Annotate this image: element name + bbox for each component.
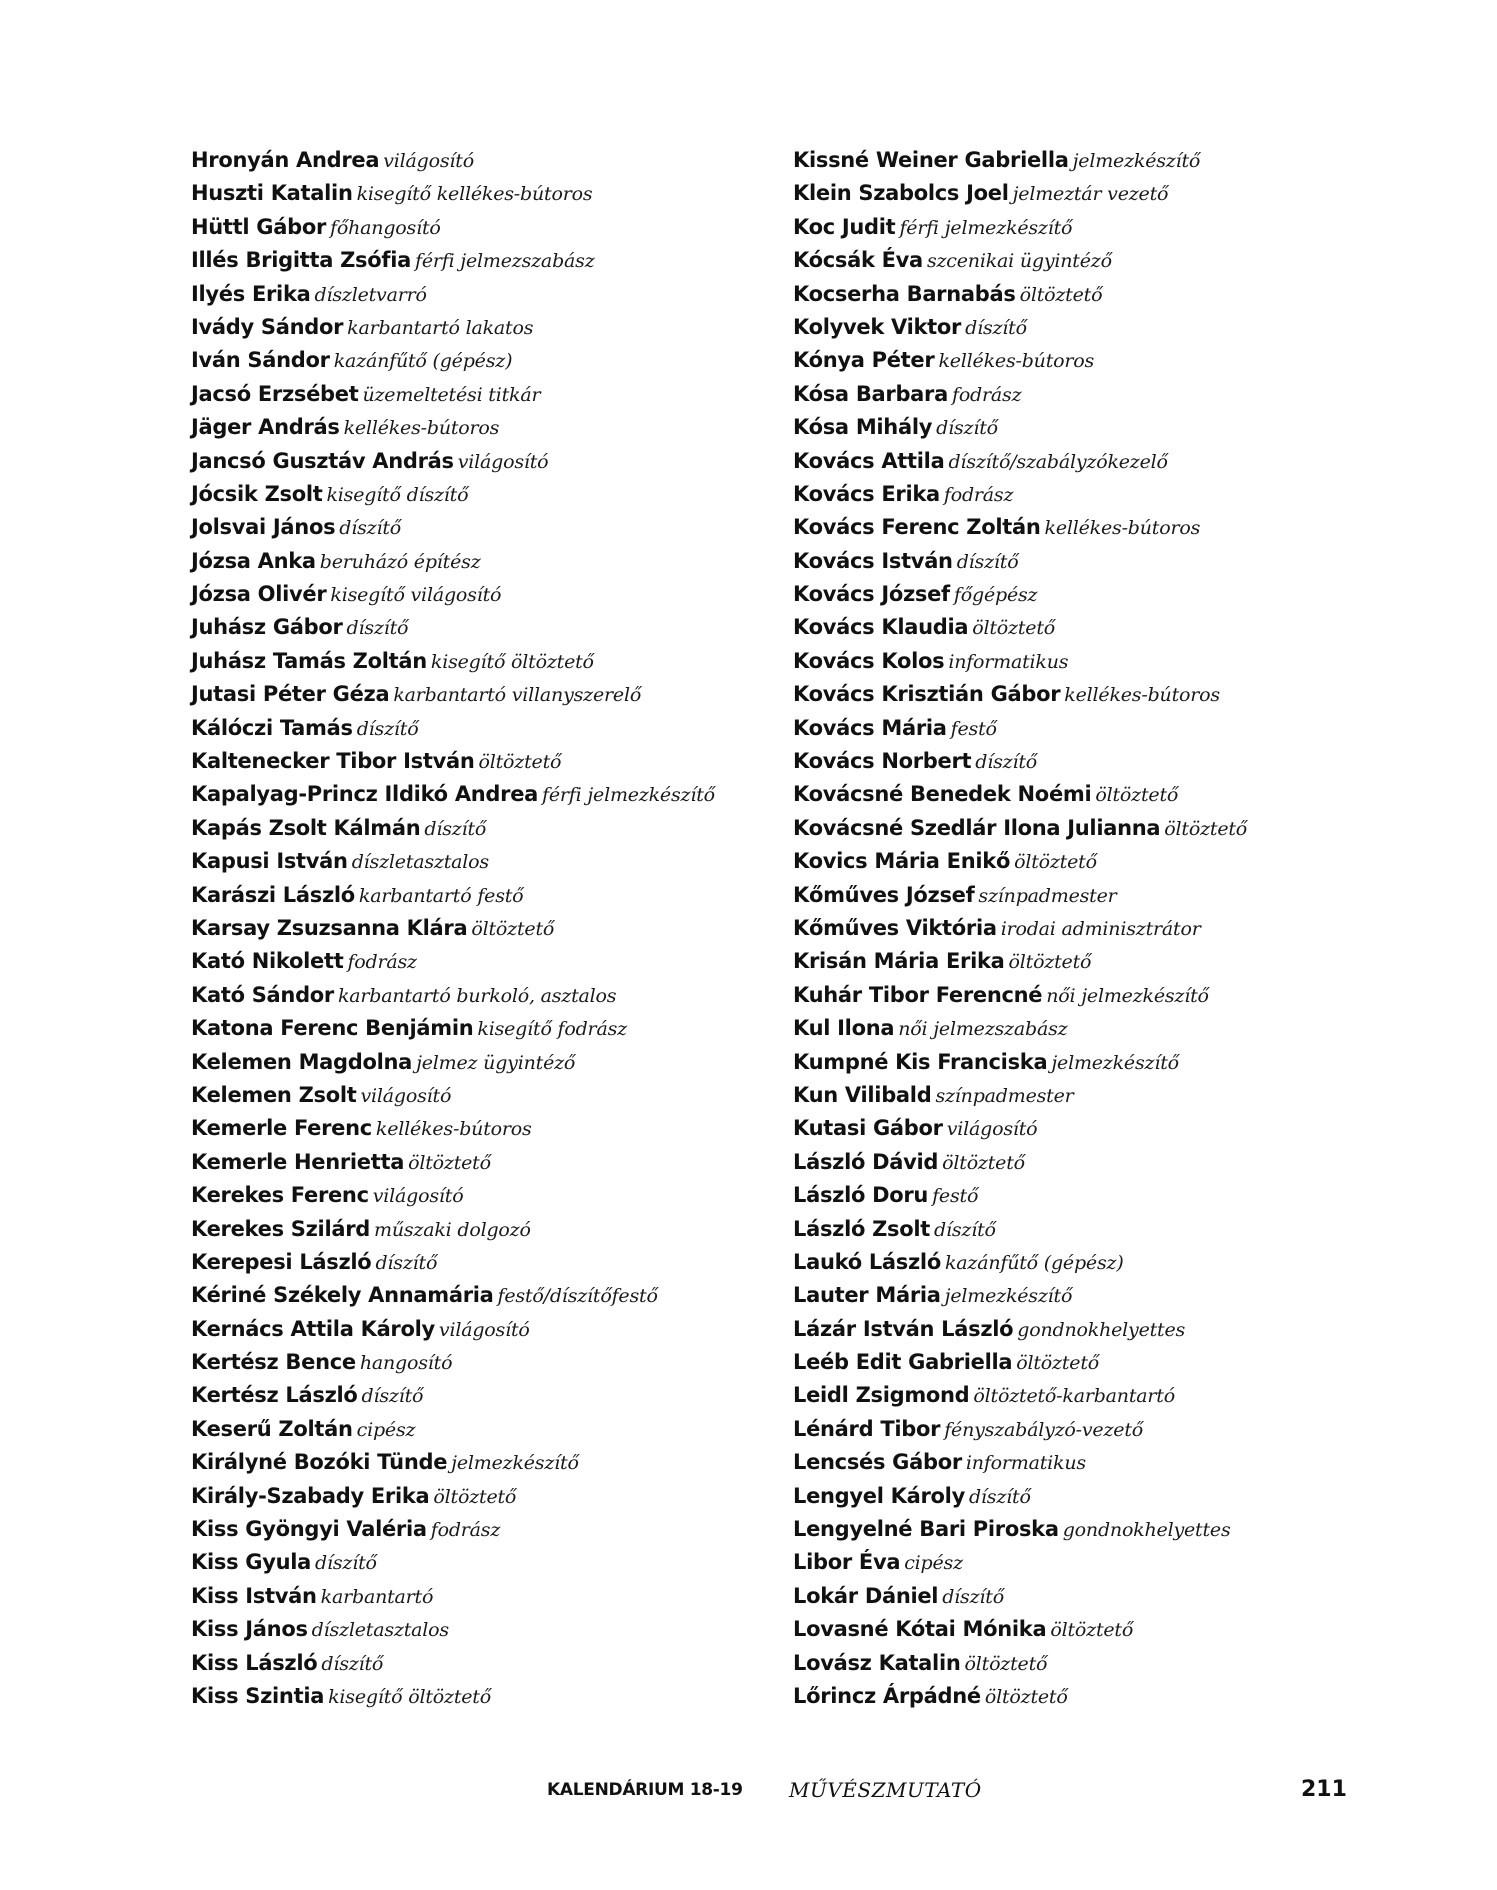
staff-role: fodrász bbox=[430, 1519, 501, 1542]
staff-role: fodrász bbox=[943, 483, 1014, 506]
staff-column-right bbox=[793, 144, 1433, 1713]
staff-role: díszítő bbox=[968, 1485, 1031, 1508]
staff-role: karbantartó villanyszerelő bbox=[393, 684, 642, 707]
staff-name: Kovács Norbert bbox=[793, 749, 972, 774]
staff-entry bbox=[793, 1279, 1433, 1312]
staff-entry bbox=[793, 1079, 1433, 1112]
staff-name: Kun Vilibald bbox=[793, 1082, 932, 1107]
staff-name: Kiss Gyöngyi Valéria bbox=[191, 1517, 427, 1542]
staff-name: Jolsvai János bbox=[191, 515, 336, 540]
staff-role: díszítő bbox=[339, 517, 402, 540]
staff-entry bbox=[793, 1313, 1433, 1346]
staff-name: Lengyelné Bari Piroska bbox=[793, 1517, 1059, 1542]
staff-name: Libor Éva bbox=[793, 1550, 901, 1575]
staff-entry bbox=[793, 979, 1433, 1012]
staff-role: világosító bbox=[946, 1118, 1038, 1141]
staff-name: Kovács Attila bbox=[793, 448, 945, 473]
staff-role: cipész bbox=[356, 1418, 416, 1441]
staff-entry bbox=[191, 411, 771, 444]
staff-entry bbox=[793, 1012, 1433, 1045]
staff-entry bbox=[191, 1647, 771, 1680]
page-number: 211 bbox=[1301, 1777, 1347, 1802]
staff-name: Kiss János bbox=[191, 1617, 308, 1642]
staff-entry bbox=[793, 411, 1433, 444]
staff-role: díszítő bbox=[356, 717, 419, 740]
staff-name: Kovics Mária Enikő bbox=[793, 849, 1011, 874]
staff-entry bbox=[793, 645, 1433, 678]
staff-name: Jancsó Gusztáv András bbox=[191, 448, 454, 473]
staff-name: Karászi László bbox=[191, 882, 355, 907]
staff-name: Kapalyag-Princz Ildikó Andrea bbox=[191, 782, 539, 807]
staff-role: jelmez ügyintéző bbox=[416, 1051, 576, 1074]
staff-name: Kul Ilona bbox=[793, 1016, 895, 1041]
staff-entry bbox=[191, 578, 771, 611]
staff-role: öltöztető bbox=[1019, 283, 1103, 306]
staff-entry bbox=[191, 1279, 771, 1312]
staff-role: jelmezkészítő bbox=[1072, 150, 1201, 172]
staff-role: festő/díszítőfestő bbox=[497, 1285, 658, 1308]
section-title: MŰVÉSZMUTATÓ bbox=[789, 1778, 982, 1802]
staff-entry bbox=[793, 1580, 1433, 1613]
staff-name: Kiss Gyula bbox=[191, 1550, 312, 1575]
staff-entry bbox=[793, 278, 1433, 311]
staff-name: Jacsó Erzsébet bbox=[191, 381, 359, 406]
staff-name: Kutasi Gábor bbox=[793, 1116, 943, 1141]
staff-entry bbox=[793, 845, 1433, 878]
staff-entry bbox=[793, 879, 1433, 912]
staff-entry bbox=[793, 1613, 1433, 1646]
staff-entry bbox=[191, 1413, 771, 1446]
staff-name: Keserű Zoltán bbox=[191, 1416, 353, 1441]
staff-entry bbox=[793, 177, 1433, 210]
staff-role: öltöztető bbox=[1050, 1619, 1134, 1642]
staff-role: díszletvarró bbox=[314, 283, 427, 306]
staff-role: öltöztető bbox=[1164, 817, 1248, 840]
staff-role: férfi jelmezkészítő bbox=[899, 216, 1073, 239]
staff-name: Kemerle Henrietta bbox=[191, 1149, 405, 1174]
staff-entry bbox=[191, 845, 771, 878]
staff-role: díszletasztalos bbox=[351, 851, 489, 874]
staff-role: öltöztető bbox=[964, 1652, 1048, 1675]
staff-entry bbox=[191, 445, 771, 478]
staff-entry bbox=[191, 344, 771, 377]
staff-name: Lénárd Tibor bbox=[793, 1416, 941, 1441]
staff-role: karbantartó festő bbox=[358, 884, 524, 907]
staff-name: Kósa Barbara bbox=[793, 381, 948, 406]
staff-name: Ilyés Erika bbox=[191, 281, 311, 306]
staff-role: világosító bbox=[383, 150, 474, 172]
staff-name: Hüttl Gábor bbox=[191, 214, 327, 239]
staff-role: főhangosító bbox=[330, 216, 441, 239]
staff-role: öltöztető bbox=[984, 1685, 1068, 1708]
staff-name: Király-Szabady Erika bbox=[191, 1483, 430, 1508]
staff-name: Hronyán Andrea bbox=[191, 148, 380, 172]
staff-entry bbox=[793, 511, 1433, 544]
staff-role: irodai adminisztrátor bbox=[1000, 917, 1201, 940]
staff-name: Kovácsné Szedlár Ilona Julianna bbox=[793, 815, 1161, 840]
staff-role: díszítő bbox=[956, 550, 1019, 573]
staff-entry bbox=[191, 1379, 771, 1412]
staff-role: díszítő bbox=[361, 1385, 424, 1408]
staff-role: fodrász bbox=[347, 951, 417, 974]
staff-entry bbox=[793, 445, 1433, 478]
staff-name: Kerepesi László bbox=[191, 1249, 372, 1274]
staff-role: díszítő/szabályzókezelő bbox=[948, 450, 1168, 473]
staff-role: üzemeltetési titkár bbox=[362, 383, 541, 406]
staff-entry bbox=[793, 1046, 1433, 1079]
staff-name: Illés Brigitta Zsófia bbox=[191, 248, 411, 273]
staff-entry bbox=[793, 1246, 1433, 1279]
staff-role: fodrász bbox=[951, 383, 1022, 406]
staff-role: festő bbox=[950, 717, 997, 740]
staff-role: kisegítő díszítő bbox=[326, 483, 469, 506]
staff-name: László Dávid bbox=[793, 1149, 939, 1174]
staff-entry bbox=[793, 1513, 1433, 1546]
staff-role: jelmezkészítő bbox=[944, 1285, 1073, 1308]
staff-entry bbox=[191, 778, 771, 811]
staff-name: Koc Judit bbox=[793, 214, 896, 239]
staff-role: kisegítő kellékes-bútoros bbox=[356, 183, 593, 206]
staff-name: Kapusi István bbox=[191, 849, 348, 874]
staff-column-left bbox=[191, 144, 771, 1713]
staff-entry bbox=[793, 1480, 1433, 1513]
publication-title: KALENDÁRIUM 18-19 bbox=[547, 1780, 743, 1800]
staff-entry bbox=[793, 1647, 1433, 1680]
staff-name: Kertész Bence bbox=[191, 1350, 356, 1375]
staff-role: beruházó építész bbox=[319, 550, 481, 573]
staff-role: világosító bbox=[438, 1318, 530, 1341]
staff-role: díszletasztalos bbox=[311, 1619, 449, 1642]
staff-role: világosító bbox=[372, 1185, 464, 1208]
staff-entry bbox=[191, 1446, 771, 1479]
staff-name: Kovács József bbox=[793, 582, 950, 607]
staff-name: Kócsák Éva bbox=[793, 248, 923, 273]
staff-name: Lovasné Kótai Mónika bbox=[793, 1617, 1047, 1642]
staff-role: öltöztető-karbantartó bbox=[973, 1385, 1175, 1408]
staff-name: Kovács Mária bbox=[793, 715, 947, 740]
staff-entry bbox=[793, 244, 1433, 277]
staff-entry bbox=[793, 344, 1433, 377]
staff-role: informatikus bbox=[965, 1452, 1086, 1475]
staff-name: Kovácsné Benedek Noémi bbox=[793, 782, 1092, 807]
staff-role: öltöztető bbox=[471, 917, 555, 940]
staff-name: László Zsolt bbox=[793, 1216, 931, 1241]
staff-role: informatikus bbox=[948, 650, 1069, 673]
staff-name: Kuhár Tibor Ferencné bbox=[793, 982, 1043, 1007]
staff-entry bbox=[793, 945, 1433, 978]
staff-role: öltöztető bbox=[972, 617, 1056, 640]
staff-entry bbox=[191, 1079, 771, 1112]
staff-entry bbox=[793, 1546, 1433, 1579]
staff-name: Kató Nikolett bbox=[191, 949, 344, 974]
staff-role: öltöztető bbox=[1014, 851, 1097, 874]
staff-entry bbox=[793, 545, 1433, 578]
staff-name: Kovács Ferenc Zoltán bbox=[793, 515, 1041, 540]
staff-entry bbox=[793, 144, 1433, 177]
staff-name: Kériné Székely Annamária bbox=[191, 1283, 494, 1308]
staff-role: karbantartó burkoló, asztalos bbox=[337, 984, 617, 1007]
staff-name: Kumpné Kis Franciska bbox=[793, 1049, 1048, 1074]
staff-entry bbox=[793, 1379, 1433, 1412]
staff-name: Jutasi Péter Géza bbox=[191, 682, 390, 707]
staff-name: Kőműves József bbox=[793, 882, 975, 907]
staff-name: Lázár István László bbox=[793, 1316, 1014, 1341]
staff-name: Kelemen Zsolt bbox=[191, 1082, 357, 1107]
staff-role: díszítő bbox=[975, 751, 1038, 774]
staff-name: Kernács Attila Károly bbox=[191, 1316, 435, 1341]
staff-role: cipész bbox=[904, 1552, 963, 1575]
staff-role: festő bbox=[932, 1185, 979, 1208]
staff-name: Lőrincz Árpádné bbox=[793, 1683, 981, 1708]
staff-role: főgépész bbox=[953, 584, 1038, 607]
staff-name: Leidl Zsigmond bbox=[793, 1383, 970, 1408]
staff-entry bbox=[191, 144, 771, 177]
staff-role: kisegítő világosító bbox=[330, 584, 502, 607]
staff-role: szcenikai ügyintéző bbox=[926, 250, 1112, 273]
staff-role: férfi jelmezszabász bbox=[414, 250, 595, 273]
staff-entry bbox=[793, 211, 1433, 244]
staff-entry bbox=[191, 311, 771, 344]
staff-name: Karsay Zsuzsanna Klára bbox=[191, 915, 468, 940]
staff-name: Huszti Katalin bbox=[191, 181, 353, 206]
staff-entry bbox=[191, 378, 771, 411]
staff-role: kellékes-bútoros bbox=[938, 350, 1095, 373]
staff-entry bbox=[191, 545, 771, 578]
staff-entry bbox=[191, 678, 771, 711]
staff-role: színpadmester bbox=[978, 884, 1117, 907]
staff-name: Lencsés Gábor bbox=[793, 1450, 962, 1475]
staff-entry bbox=[191, 177, 771, 210]
staff-entry bbox=[191, 1179, 771, 1212]
staff-role: díszítő bbox=[936, 417, 998, 440]
staff-entry bbox=[191, 1546, 771, 1579]
staff-name: Kelemen Magdolna bbox=[191, 1049, 413, 1074]
staff-role: női jelmezkészítő bbox=[1046, 984, 1209, 1007]
staff-name: Kiss Szintia bbox=[191, 1683, 325, 1708]
staff-name: Kaltenecker Tibor István bbox=[191, 749, 475, 774]
staff-role: kazánfűtő (gépész) bbox=[944, 1251, 1124, 1274]
staff-name: Kovács Kolos bbox=[793, 648, 945, 673]
staff-name: Lengyel Károly bbox=[793, 1483, 965, 1508]
staff-role: kazánfűtő (gépész) bbox=[333, 350, 513, 373]
staff-name: Kolyvek Viktor bbox=[793, 314, 962, 339]
staff-name: Ivády Sándor bbox=[191, 314, 344, 339]
staff-name: Katona Ferenc Benjámin bbox=[191, 1016, 474, 1041]
staff-entry bbox=[793, 578, 1433, 611]
staff-role: öltöztető bbox=[433, 1485, 517, 1508]
staff-role: díszítő bbox=[321, 1652, 384, 1675]
staff-entry bbox=[191, 211, 771, 244]
staff-role: díszítő bbox=[934, 1218, 996, 1241]
staff-name: Józsa Olivér bbox=[191, 582, 327, 607]
staff-name: Kósa Mihály bbox=[793, 415, 933, 440]
staff-role: díszítő bbox=[424, 817, 487, 840]
staff-entry bbox=[793, 1146, 1433, 1179]
staff-entry bbox=[793, 678, 1433, 711]
staff-role: fényszabályzó-vezető bbox=[944, 1418, 1143, 1441]
staff-entry bbox=[191, 1112, 771, 1145]
staff-entry bbox=[191, 1580, 771, 1613]
staff-entry bbox=[793, 478, 1433, 511]
staff-name: Jócsik Zsolt bbox=[191, 481, 323, 506]
staff-role: karbantartó lakatos bbox=[347, 316, 534, 339]
staff-entry bbox=[793, 1179, 1433, 1212]
staff-entry bbox=[191, 1012, 771, 1045]
staff-role: kellékes-bútoros bbox=[343, 417, 500, 440]
staff-name: Kovács Klaudia bbox=[793, 615, 969, 640]
staff-role: jelmezkészítő bbox=[1051, 1051, 1179, 1074]
staff-name: Királyné Bozóki Tünde bbox=[191, 1450, 448, 1475]
staff-name: Kovács István bbox=[793, 548, 953, 573]
staff-role: hangosító bbox=[359, 1352, 453, 1375]
staff-entry bbox=[191, 1046, 771, 1079]
staff-name: Kertész László bbox=[191, 1383, 358, 1408]
staff-entry bbox=[191, 478, 771, 511]
staff-name: Kerekes Szilárd bbox=[191, 1216, 371, 1241]
staff-entry bbox=[793, 912, 1433, 945]
staff-role: kisegítő öltöztető bbox=[328, 1685, 491, 1708]
staff-role: kellékes-bútoros bbox=[1064, 684, 1220, 707]
staff-name: Laukó László bbox=[793, 1249, 941, 1274]
staff-name: Lovász Katalin bbox=[793, 1650, 961, 1675]
staff-role: öltöztető bbox=[478, 751, 562, 774]
staff-entry bbox=[191, 1146, 771, 1179]
staff-role: kisegítő fodrász bbox=[477, 1018, 627, 1041]
staff-entry bbox=[793, 1413, 1433, 1446]
staff-name: Kovács Erika bbox=[793, 481, 940, 506]
staff-role: világosító bbox=[457, 450, 549, 473]
staff-entry bbox=[793, 311, 1433, 344]
staff-name: Kemerle Ferenc bbox=[191, 1116, 372, 1141]
staff-role: öltöztető bbox=[408, 1151, 491, 1174]
staff-entry bbox=[191, 1313, 771, 1346]
staff-entry bbox=[191, 912, 771, 945]
staff-role: női jelmezszabász bbox=[898, 1018, 1068, 1041]
staff-entry bbox=[191, 645, 771, 678]
staff-role: gondnokhelyettes bbox=[1017, 1318, 1186, 1341]
staff-entry bbox=[793, 712, 1433, 745]
staff-entry bbox=[191, 979, 771, 1012]
staff-entry bbox=[191, 1513, 771, 1546]
staff-name: Juhász Tamás Zoltán bbox=[191, 648, 427, 673]
staff-entry bbox=[191, 1613, 771, 1646]
staff-role: színpadmester bbox=[935, 1084, 1074, 1107]
staff-role: öltöztető bbox=[1008, 951, 1092, 974]
staff-role: műszaki dolgozó bbox=[374, 1218, 531, 1241]
staff-entry bbox=[793, 778, 1433, 811]
staff-entry bbox=[793, 1446, 1433, 1479]
staff-entry bbox=[793, 1112, 1433, 1145]
staff-name: Kónya Péter bbox=[793, 348, 935, 373]
staff-name: Kerekes Ferenc bbox=[191, 1183, 369, 1208]
staff-name: Józsa Anka bbox=[191, 548, 316, 573]
staff-role: karbantartó bbox=[320, 1585, 434, 1608]
staff-role: díszítő bbox=[375, 1251, 438, 1274]
staff-role: kisegítő öltöztető bbox=[430, 650, 594, 673]
staff-name: Kiss István bbox=[191, 1583, 317, 1608]
staff-entry bbox=[191, 945, 771, 978]
staff-role: jelmeztár vezető bbox=[1012, 183, 1169, 206]
staff-name: Kissné Weiner Gabriella bbox=[793, 148, 1069, 172]
staff-entry bbox=[191, 611, 771, 644]
staff-name: Leéb Edit Gabriella bbox=[793, 1350, 1013, 1375]
staff-name: Kőműves Viktória bbox=[793, 915, 997, 940]
staff-name: Klein Szabolcs Joel bbox=[793, 181, 1009, 206]
staff-entry bbox=[793, 745, 1433, 778]
staff-entry bbox=[191, 511, 771, 544]
staff-name: Kálóczi Tamás bbox=[191, 715, 353, 740]
staff-entry bbox=[191, 1680, 771, 1713]
staff-entry bbox=[793, 1680, 1433, 1713]
staff-role: kellékes-bútoros bbox=[375, 1118, 532, 1141]
staff-role: világosító bbox=[360, 1084, 452, 1107]
staff-name: Lokár Dániel bbox=[793, 1583, 939, 1608]
staff-name: Kató Sándor bbox=[191, 982, 334, 1007]
staff-role: jelmezkészítő bbox=[451, 1452, 579, 1475]
staff-entry bbox=[793, 611, 1433, 644]
staff-role: díszítő bbox=[346, 617, 409, 640]
staff-entry bbox=[793, 812, 1433, 845]
staff-entry bbox=[191, 1480, 771, 1513]
staff-name: Lauter Mária bbox=[793, 1283, 941, 1308]
staff-entry bbox=[191, 712, 771, 745]
staff-entry bbox=[191, 1246, 771, 1279]
staff-entry bbox=[191, 1346, 771, 1379]
staff-name: Jäger András bbox=[191, 415, 340, 440]
staff-name: Kovács Krisztián Gábor bbox=[793, 682, 1061, 707]
staff-role: díszítő bbox=[942, 1585, 1004, 1608]
staff-entry bbox=[191, 812, 771, 845]
staff-role: díszítő bbox=[965, 316, 1027, 339]
staff-role: díszítő bbox=[315, 1552, 377, 1575]
staff-role: kellékes-bútoros bbox=[1044, 517, 1201, 540]
staff-entry bbox=[793, 1213, 1433, 1246]
staff-role: öltöztető bbox=[1095, 784, 1179, 807]
staff-entry bbox=[793, 378, 1433, 411]
staff-name: László Doru bbox=[793, 1183, 929, 1208]
staff-name: Juhász Gábor bbox=[191, 615, 343, 640]
staff-entry bbox=[191, 1213, 771, 1246]
staff-entry bbox=[191, 879, 771, 912]
staff-entry bbox=[191, 745, 771, 778]
staff-entry bbox=[191, 244, 771, 277]
staff-role: öltöztető bbox=[942, 1151, 1025, 1174]
staff-entry bbox=[191, 278, 771, 311]
staff-name: Iván Sándor bbox=[191, 348, 330, 373]
staff-entry bbox=[793, 1346, 1433, 1379]
staff-role: öltöztető bbox=[1016, 1352, 1100, 1375]
staff-name: Krisán Mária Erika bbox=[793, 949, 1005, 974]
staff-name: Kocserha Barnabás bbox=[793, 281, 1016, 306]
staff-role: gondnokhelyettes bbox=[1062, 1519, 1231, 1542]
staff-name: Kapás Zsolt Kálmán bbox=[191, 815, 421, 840]
staff-role: férfi jelmezkészítő bbox=[542, 784, 715, 807]
staff-name: Kiss László bbox=[191, 1650, 318, 1675]
